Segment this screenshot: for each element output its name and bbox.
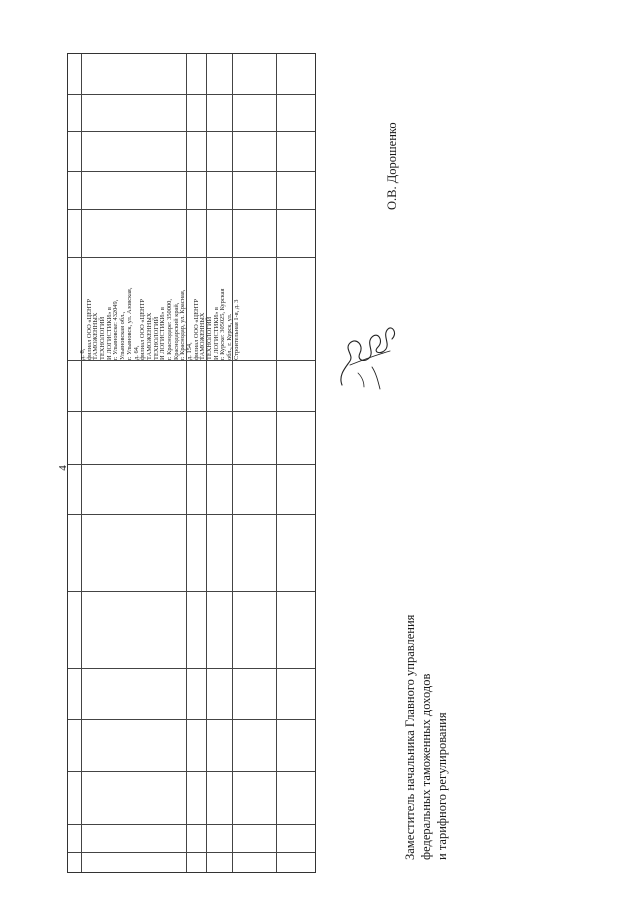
cell-line: г. Ульяновск, ул. Азовская, xyxy=(125,287,133,360)
row-divider xyxy=(68,464,315,465)
cell-line: филиал ООО «ЦЕНТР xyxy=(139,298,147,360)
row-divider xyxy=(68,94,315,95)
cell-line: ТЕХНОЛОГИЙ xyxy=(152,316,160,360)
row-divider xyxy=(68,824,315,825)
cell-line: ТАМОЖЕННЫХ xyxy=(92,312,100,360)
title-line: и тарифного регулирования xyxy=(435,712,449,860)
cell-line: д. 154, xyxy=(186,342,193,360)
row-divider xyxy=(68,171,315,172)
data-table xyxy=(67,53,316,873)
cell-line: г. Курске: 305025, Курская xyxy=(219,288,227,360)
cell-line: Строительная 1-я, д. 3 xyxy=(232,299,240,360)
cell-line: И ЛОГИСТИКИ» в xyxy=(159,307,167,360)
row-divider xyxy=(68,131,315,132)
signatory-title xyxy=(402,615,450,860)
cell-line: обл., г. Курск, ул. xyxy=(226,313,234,360)
cell-line: Ульяновская обл., xyxy=(119,311,127,360)
cell-line: ТЕХНОЛОГИЙ xyxy=(206,316,214,360)
cell-line: д. 8, xyxy=(79,348,86,360)
cell-line: филиал ООО «ЦЕНТР xyxy=(192,298,200,360)
signatory-name: О.В. Дорошенко xyxy=(385,122,399,210)
column-divider xyxy=(186,54,187,872)
row-divider xyxy=(68,514,315,515)
cell-line: г. Краснодар, ул. Красная, xyxy=(179,289,187,360)
column-divider xyxy=(206,54,207,872)
row-divider xyxy=(68,411,315,412)
handwritten-signature xyxy=(320,315,410,395)
title-line: федеральных таможенных доходов xyxy=(419,673,433,860)
cell-line: И ЛОГИСТИКИ» в xyxy=(105,307,113,360)
row-divider xyxy=(68,591,315,592)
row-divider xyxy=(68,209,315,210)
row-divider xyxy=(68,852,315,853)
cell-line: И ЛОГИСТИКИ» в xyxy=(212,307,220,360)
row-divider xyxy=(68,668,315,669)
page-number: 4 xyxy=(57,465,69,471)
row-divider xyxy=(68,719,315,720)
column-divider xyxy=(81,54,82,872)
title-line: Заместитель начальника Главного управления xyxy=(403,614,417,860)
cell-line: ТАМОЖЕННЫХ xyxy=(199,312,207,360)
cell-line: д. 64, xyxy=(132,345,140,360)
cell-line: ТЕХНОЛОГИЙ xyxy=(99,316,107,360)
column-divider xyxy=(276,54,277,872)
cell-line: г. Краснодаре: 350000, xyxy=(165,299,173,360)
cell-line: ТАМОЖЕННЫХ xyxy=(145,312,153,360)
column-divider xyxy=(232,54,233,872)
cell-line: г. Ульяновске: 432049, xyxy=(112,299,120,360)
row-divider xyxy=(68,771,315,772)
cell-line: филиал ООО «ЦЕНТР xyxy=(85,298,93,360)
address-cell xyxy=(80,256,241,360)
row-divider xyxy=(68,360,315,361)
cell-line: Краснодарский край, xyxy=(172,302,180,360)
